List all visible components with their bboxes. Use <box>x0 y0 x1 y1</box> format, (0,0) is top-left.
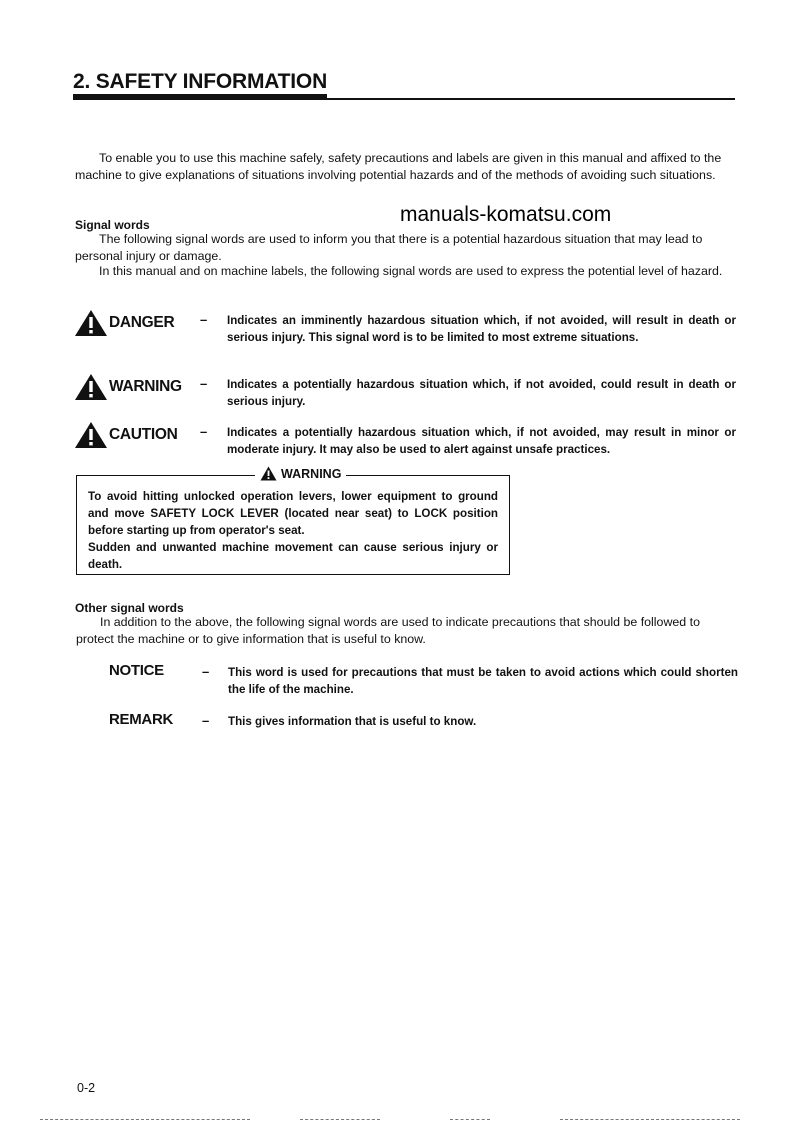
footer-rule <box>300 1119 380 1121</box>
remark-description: This gives information that is useful to know. <box>228 715 477 728</box>
warning-box-title <box>255 466 346 481</box>
other-signal-words-heading: Other signal words <box>75 601 184 615</box>
page-number: 0-2 <box>77 1081 96 1095</box>
danger-dash: – <box>200 312 208 327</box>
warning-box <box>76 466 510 575</box>
caution-dash: – <box>200 424 208 439</box>
notice-word: NOTICE <box>109 662 164 679</box>
danger-word: DANGER <box>109 314 175 331</box>
warning-box-line-2: Sudden and unwanted machine movement can cause serious injury or death. <box>88 541 498 571</box>
warning-box-title-text: WARNING <box>281 466 342 481</box>
caution-label <box>74 421 178 449</box>
warning-box-body <box>88 488 498 573</box>
signal-words-paragraph-1: The following signal words are used to inform you that there is a potential hazardous situation that may lead to personal injury or damage. <box>75 232 703 263</box>
watermark-text: manuals-komatsu.com <box>400 203 612 226</box>
signal-words-paragraph-2: In this manual and on machine labels, the following signal words are used to express the potential level of hazard. <box>99 264 723 278</box>
notice-description: This word is used for precautions that must be taken to avoid actions which could shorten the life of the machine. <box>228 666 738 696</box>
warning-triangle-icon <box>260 466 277 481</box>
footer-rule <box>560 1119 740 1121</box>
danger-label <box>74 309 174 337</box>
caution-description: Indicates a potentially hazardous situation which, if not avoided, may result in minor or moderate injury. It may also be used to alert against unsafe practices. <box>227 426 736 456</box>
footer-rule <box>40 1119 250 1121</box>
footer-rule <box>450 1119 490 1121</box>
warning-triangle-icon <box>74 421 108 449</box>
warning-word: WARNING <box>109 378 182 395</box>
page-title: 2. SAFETY INFORMATION <box>73 70 327 98</box>
warning-triangle-icon <box>74 373 108 401</box>
danger-description: Indicates an imminently hazardous situation which, if not avoided, will result in death or serious injury. This signal word is to be limited to most extreme situations. <box>227 314 736 344</box>
warning-dash: – <box>200 376 208 391</box>
warning-box-line-1: To avoid hitting unlocked operation levers, lower equipment to ground and move SAFETY LOCK LEVER (located near seat) to LOCK position before starting up from operator's seat. <box>88 490 498 537</box>
other-signal-words-paragraph: In addition to the above, the following signal words are used to indicate precautions that should be followed to protect the machine or to give information that is useful to know. <box>76 615 700 646</box>
section-heading <box>73 70 735 100</box>
intro-paragraph: To enable you to use this machine safely, safety precautions and labels are given in this manual and affixed to the machine to give explanations of situations involving potential hazards and of the methods of avoiding such situations. <box>75 151 722 182</box>
signal-words-heading: Signal words <box>75 218 150 232</box>
remark-dash: – <box>202 713 210 728</box>
caution-word: CAUTION <box>109 426 178 443</box>
notice-dash: – <box>202 664 210 679</box>
warning-triangle-icon <box>74 309 108 337</box>
warning-description: Indicates a potentially hazardous situation which, if not avoided, could result in death or serious injury. <box>227 378 736 408</box>
remark-word: REMARK <box>109 711 174 728</box>
warning-label <box>74 373 182 401</box>
